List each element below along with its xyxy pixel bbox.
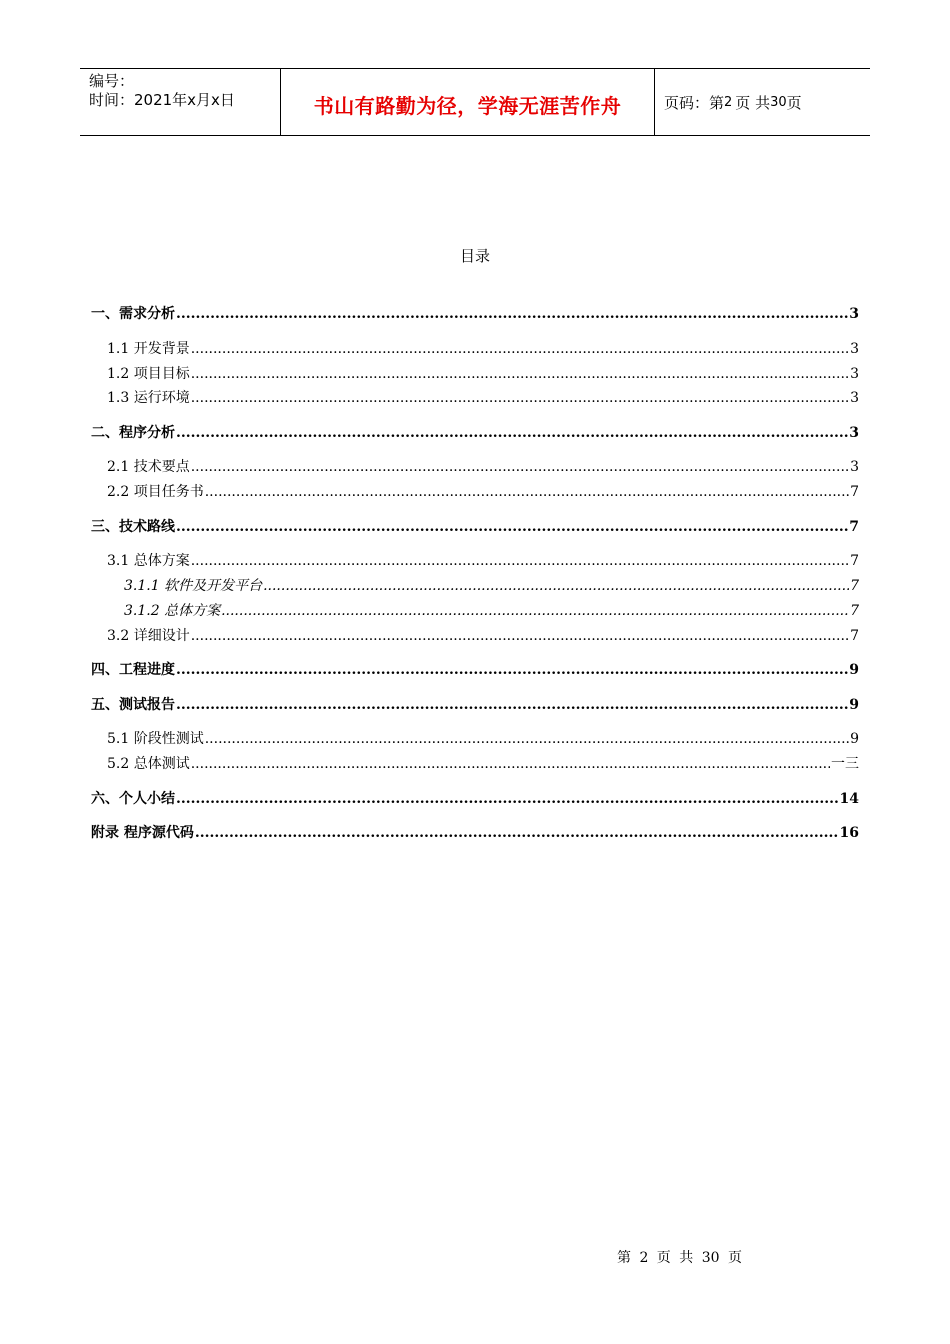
- toc-entry[interactable]: [91, 661, 859, 679]
- page-footer: 第 2 页 共 30 页: [617, 1250, 742, 1266]
- toc-entry-label: 三、技术路线: [91, 519, 175, 535]
- toc-leader-dots: [176, 696, 848, 714]
- toc-entry[interactable]: [124, 577, 859, 595]
- toc-entry-label: 2.1 技术要点: [107, 459, 190, 475]
- toc-entry-page: 一三: [831, 756, 859, 772]
- toc-entry-label: 3.1.1 软件及开发平台: [124, 578, 263, 594]
- toc-entry[interactable]: [107, 552, 859, 570]
- toc-entry-page: 14: [839, 791, 859, 807]
- page-prefix: 页码：第: [664, 93, 725, 112]
- toc-entry-page: 7: [850, 484, 859, 500]
- header-info-cell: [80, 69, 281, 135]
- toc-leader-dots: [221, 602, 849, 620]
- toc-entry-page: 9: [849, 697, 859, 713]
- toc-entry[interactable]: [91, 696, 859, 714]
- toc-entry-label: 1.3 运行环境: [107, 390, 190, 406]
- toc-entry[interactable]: [107, 389, 859, 407]
- toc-entry-label: 五、测试报告: [91, 697, 175, 713]
- toc-entry-label: 1.2 项目目标: [107, 366, 190, 382]
- toc-entry[interactable]: [107, 627, 859, 645]
- toc-entry[interactable]: [107, 340, 859, 358]
- toc-entry[interactable]: [107, 755, 859, 773]
- toc-entry[interactable]: [91, 305, 859, 323]
- toc-entry-label: 1.1 开发背景: [107, 341, 190, 357]
- toc-entry-page: 7: [850, 628, 859, 644]
- toc-entry-label: 5.1 阶段性测试: [107, 731, 204, 747]
- toc-entry-page: 9: [850, 731, 859, 747]
- toc-entry-label: 四、工程进度: [91, 662, 175, 678]
- toc-entry-label: 3.2 详细设计: [107, 628, 190, 644]
- toc-entry-page: 7: [850, 603, 859, 619]
- header-motto-cell: [281, 69, 655, 135]
- toc-leader-dots: [205, 483, 849, 501]
- toc-entry-page: 3: [850, 390, 859, 406]
- toc-entry-page: 9: [849, 662, 859, 678]
- page-mid: 页 共: [735, 93, 771, 112]
- toc-entry-page: 3: [849, 306, 859, 322]
- toc-leader-dots: [176, 661, 848, 679]
- document-date-label: 时间：2021年x月x日: [89, 91, 235, 109]
- toc-entry-label: 3.1.2 总体方案: [124, 603, 221, 619]
- toc-leader-dots: [263, 577, 849, 595]
- header-motto: 书山有路勤为径，学海无涯苦作舟: [313, 93, 622, 118]
- toc-entry-page: 7: [850, 578, 859, 594]
- toc-leader-dots: [205, 730, 849, 748]
- toc-entry[interactable]: [91, 790, 859, 808]
- toc-leader-dots: [191, 552, 849, 570]
- toc-entry-page: 3: [850, 459, 859, 475]
- toc-leader-dots: [191, 458, 849, 476]
- toc-entry-page: 7: [849, 519, 859, 535]
- toc-entry-label: 附录 程序源代码: [91, 825, 194, 841]
- toc-entry-page: 3: [850, 366, 859, 382]
- toc-entry-label: 3.1 总体方案: [107, 553, 190, 569]
- toc-entry[interactable]: [91, 518, 859, 536]
- toc-entry-page: 3: [849, 425, 859, 441]
- toc-entry-label: 5.2 总体测试: [107, 756, 190, 772]
- toc-leader-dots: [191, 340, 849, 358]
- toc-entry-page: 3: [850, 341, 859, 357]
- toc-entry-label: 一、需求分析: [91, 306, 175, 322]
- toc-entry[interactable]: [107, 730, 859, 748]
- toc-entry[interactable]: [91, 824, 859, 842]
- toc-leader-dots: [195, 824, 839, 842]
- toc-entry-page: 7: [850, 553, 859, 569]
- toc-leader-dots: [191, 755, 830, 773]
- document-number-label: 编号：: [89, 72, 135, 90]
- toc-title: 目录: [459, 247, 490, 265]
- toc-entry-label: 2.2 项目任务书: [107, 484, 204, 500]
- page-current: 2: [724, 94, 733, 110]
- toc-entry[interactable]: [107, 458, 859, 476]
- header-page-cell: [655, 69, 870, 135]
- page-header: [80, 68, 870, 136]
- toc-entry-label: 二、程序分析: [91, 425, 175, 441]
- toc-entry[interactable]: [107, 365, 859, 383]
- toc-entry[interactable]: [91, 424, 859, 442]
- toc-entry[interactable]: [124, 602, 859, 620]
- toc-entry-page: 16: [839, 825, 859, 841]
- toc-leader-dots: [191, 627, 849, 645]
- toc-leader-dots: [176, 305, 848, 323]
- toc-entry-label: 六、个人小结: [91, 791, 175, 807]
- toc-entry[interactable]: [107, 483, 859, 501]
- toc-leader-dots: [191, 365, 849, 383]
- toc-leader-dots: [191, 389, 849, 407]
- toc-leader-dots: [176, 790, 839, 808]
- page-suffix: 页: [786, 93, 802, 112]
- toc-leader-dots: [176, 424, 848, 442]
- toc-leader-dots: [176, 518, 848, 536]
- page-total: 30: [770, 94, 787, 110]
